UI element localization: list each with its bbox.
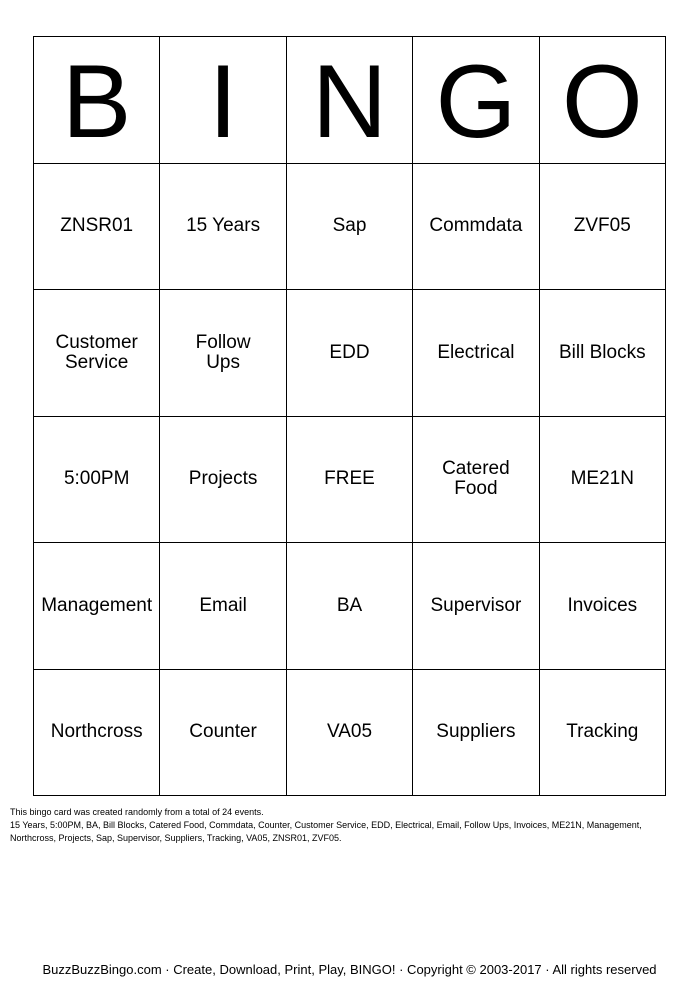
bingo-cell: Supervisor xyxy=(413,543,539,670)
bingo-cell: Bill Blocks xyxy=(540,290,666,417)
free-space: FREE xyxy=(287,417,413,544)
card-info-event-list: 15 Years, 5:00PM, BA, Bill Blocks, Catered Food, Commdata, Counter, Customer Service, EDD, Electrical, Email, Follow Ups, Invoices, ME21N, Management, Northcross, Projects, Sap, Supervisor, Suppliers, Tracking, VA05, ZNSR01, ZVF05. xyxy=(10,820,642,843)
header-letter-o: O xyxy=(540,37,666,164)
header-letter-g: G xyxy=(413,37,539,164)
bingo-card xyxy=(33,36,666,796)
bingo-cell: Management xyxy=(34,543,160,670)
bingo-cell: Electrical xyxy=(413,290,539,417)
bingo-cell: Projects xyxy=(160,417,286,544)
page-footer: BuzzBuzzBingo.com · Create, Download, Print, Play, BINGO! · Copyright © 2003-2017 · All rights reserved xyxy=(42,962,657,977)
bingo-cell: Commdata xyxy=(413,164,539,291)
bingo-cell: Catered Food xyxy=(413,417,539,544)
card-info-summary: This bingo card was created randomly from a total of 24 events. xyxy=(10,807,264,817)
header-letter-i: I xyxy=(160,37,286,164)
bingo-cell: Invoices xyxy=(540,543,666,670)
bingo-cell: ZVF05 xyxy=(540,164,666,291)
bingo-cell: Tracking xyxy=(540,670,666,797)
header-letter-n: N xyxy=(287,37,413,164)
bingo-cell: ME21N xyxy=(540,417,666,544)
bingo-cell: EDD xyxy=(287,290,413,417)
bingo-cell: 5:00PM xyxy=(34,417,160,544)
bingo-cell: Suppliers xyxy=(413,670,539,797)
header-letter-b: B xyxy=(34,37,160,164)
bingo-cell: Customer Service xyxy=(34,290,160,417)
bingo-cell: Sap xyxy=(287,164,413,291)
bingo-cell: ZNSR01 xyxy=(34,164,160,291)
bingo-cell: Northcross xyxy=(34,670,160,797)
bingo-cell: BA xyxy=(287,543,413,670)
bingo-cell: Counter xyxy=(160,670,286,797)
bingo-cell: 15 Years xyxy=(160,164,286,291)
bingo-cell: VA05 xyxy=(287,670,413,797)
bingo-cell: Follow Ups xyxy=(160,290,286,417)
card-info xyxy=(10,806,690,845)
bingo-cell: Email xyxy=(160,543,286,670)
